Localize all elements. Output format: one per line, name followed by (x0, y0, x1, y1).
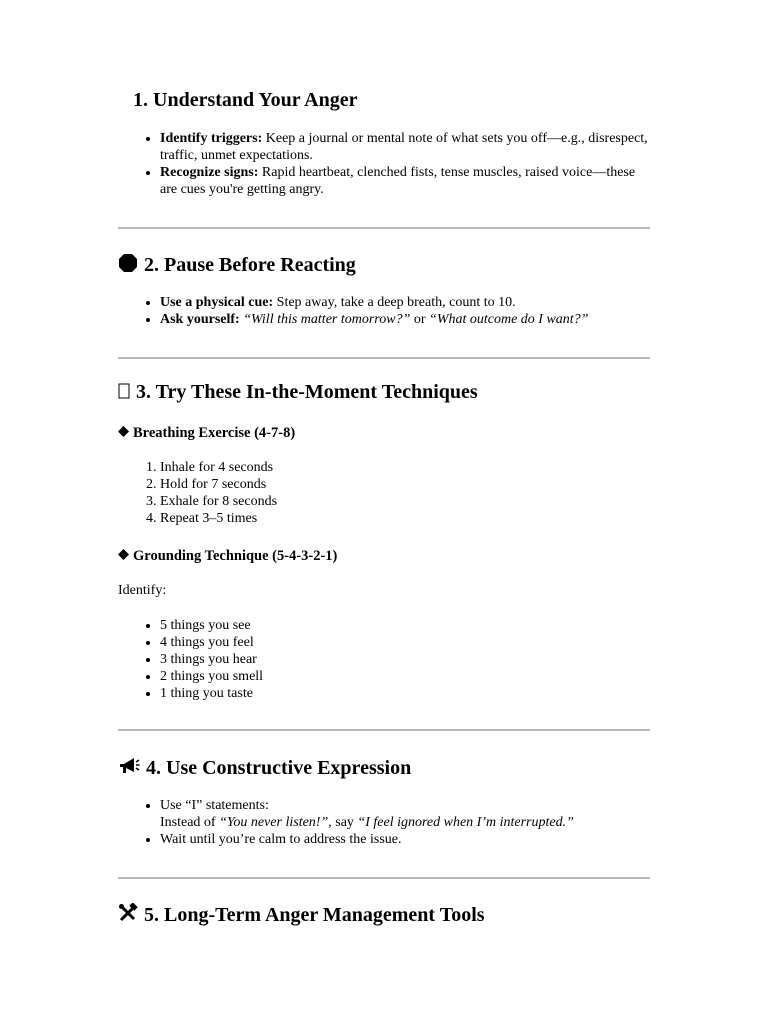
grounding-intro: Identify: (118, 583, 167, 598)
list-item (160, 130, 650, 164)
item-quote: “I feel ignored when I’m interrupted.” (357, 815, 574, 830)
breathing-list-wrap (118, 459, 650, 527)
megaphone-icon (118, 756, 140, 782)
list-item: • 2 things you smell (160, 668, 650, 685)
grounding-list-wrap (118, 617, 650, 702)
list-item: 4. Repeat 3–5 times (160, 510, 650, 527)
section-1-list-wrap (118, 130, 650, 198)
section-divider (118, 729, 650, 731)
item-label: Ask yourself: (160, 312, 240, 327)
item-text: or (410, 312, 430, 327)
list-item: • 3 things you hear (160, 651, 650, 668)
section-divider (118, 877, 650, 879)
section-3-heading (118, 380, 650, 405)
item-text: , say (328, 815, 358, 830)
list-item: • Wait until you’re calm to address the issue. (160, 831, 650, 848)
grounding-heading-wrap (118, 547, 650, 565)
item-text: Use “I” statements: (160, 798, 269, 813)
section-divider (118, 357, 650, 359)
list-item: • 1 thing you taste (160, 685, 650, 702)
item-label: Use a physical cue: (160, 295, 274, 310)
item-quote: “What outcome do I want?” (429, 312, 589, 327)
section-5 (118, 903, 650, 929)
item-text: Step away, take a deep breath, count to 10. (273, 295, 516, 310)
section-4-list-wrap (118, 797, 650, 848)
list-item: • 4 things you feel (160, 634, 650, 651)
section-1-list (118, 130, 650, 198)
item-text: Rapid heartbeat, clenched fists, tense muscles, raised voice—these are cues you're getting angry. (160, 165, 636, 197)
section-4-heading (118, 756, 650, 782)
section-3 (118, 380, 650, 405)
list-item: • 5 things you see (160, 617, 650, 634)
diamond-icon (118, 547, 129, 565)
breathing-heading-wrap (118, 424, 650, 442)
breathing-steps (118, 459, 650, 527)
tools-icon (118, 903, 138, 929)
item-text: Keep a journal or mental note of what sets you off—e.g., disrespect, traffic, unmet expectations. (160, 131, 648, 163)
section-4-title: 4. Use Constructive Expression (146, 757, 412, 779)
list-item (160, 797, 650, 831)
section-2-list (118, 294, 650, 328)
section-2-list-wrap (118, 294, 650, 328)
list-item: 1. Inhale for 4 seconds (160, 459, 650, 476)
list-item (160, 164, 650, 198)
section-2 (118, 253, 650, 279)
section-1-title: 1. Understand Your Anger (133, 89, 358, 111)
list-item (160, 311, 650, 328)
item-quote: “You never listen!” (219, 815, 329, 830)
section-3-title: 3. Try These In-the-Moment Techniques (136, 381, 478, 403)
item-quote: “Will this matter tomorrow?” (243, 312, 411, 327)
item-label: Recognize signs: (160, 165, 259, 180)
grounding-intro-wrap (118, 582, 650, 599)
section-1 (133, 88, 665, 112)
list-item (160, 294, 650, 311)
section-divider (118, 227, 650, 229)
grounding-title: Grounding Technique (5-4-3-2-1) (133, 548, 338, 564)
grounding-list (118, 617, 650, 702)
item-text: Instead of (160, 815, 220, 830)
diamond-icon (118, 424, 129, 442)
list-item: 2. Hold for 7 seconds (160, 476, 650, 493)
section-4 (118, 756, 650, 782)
list-item: 3. Exhale for 8 seconds (160, 493, 650, 510)
stop-sign-icon (118, 253, 138, 279)
breathing-heading (118, 424, 650, 442)
item-label: Identify triggers: (160, 131, 263, 146)
section-2-title: 2. Pause Before Reacting (144, 254, 356, 276)
section-2-heading (118, 253, 650, 279)
missing-glyph-icon (118, 381, 130, 405)
section-5-title: 5. Long-Term Anger Management Tools (144, 904, 485, 926)
breathing-title: Breathing Exercise (4-7-8) (133, 425, 296, 441)
grounding-heading (118, 547, 650, 565)
section-4-list (118, 797, 650, 848)
section-5-heading (118, 903, 650, 929)
